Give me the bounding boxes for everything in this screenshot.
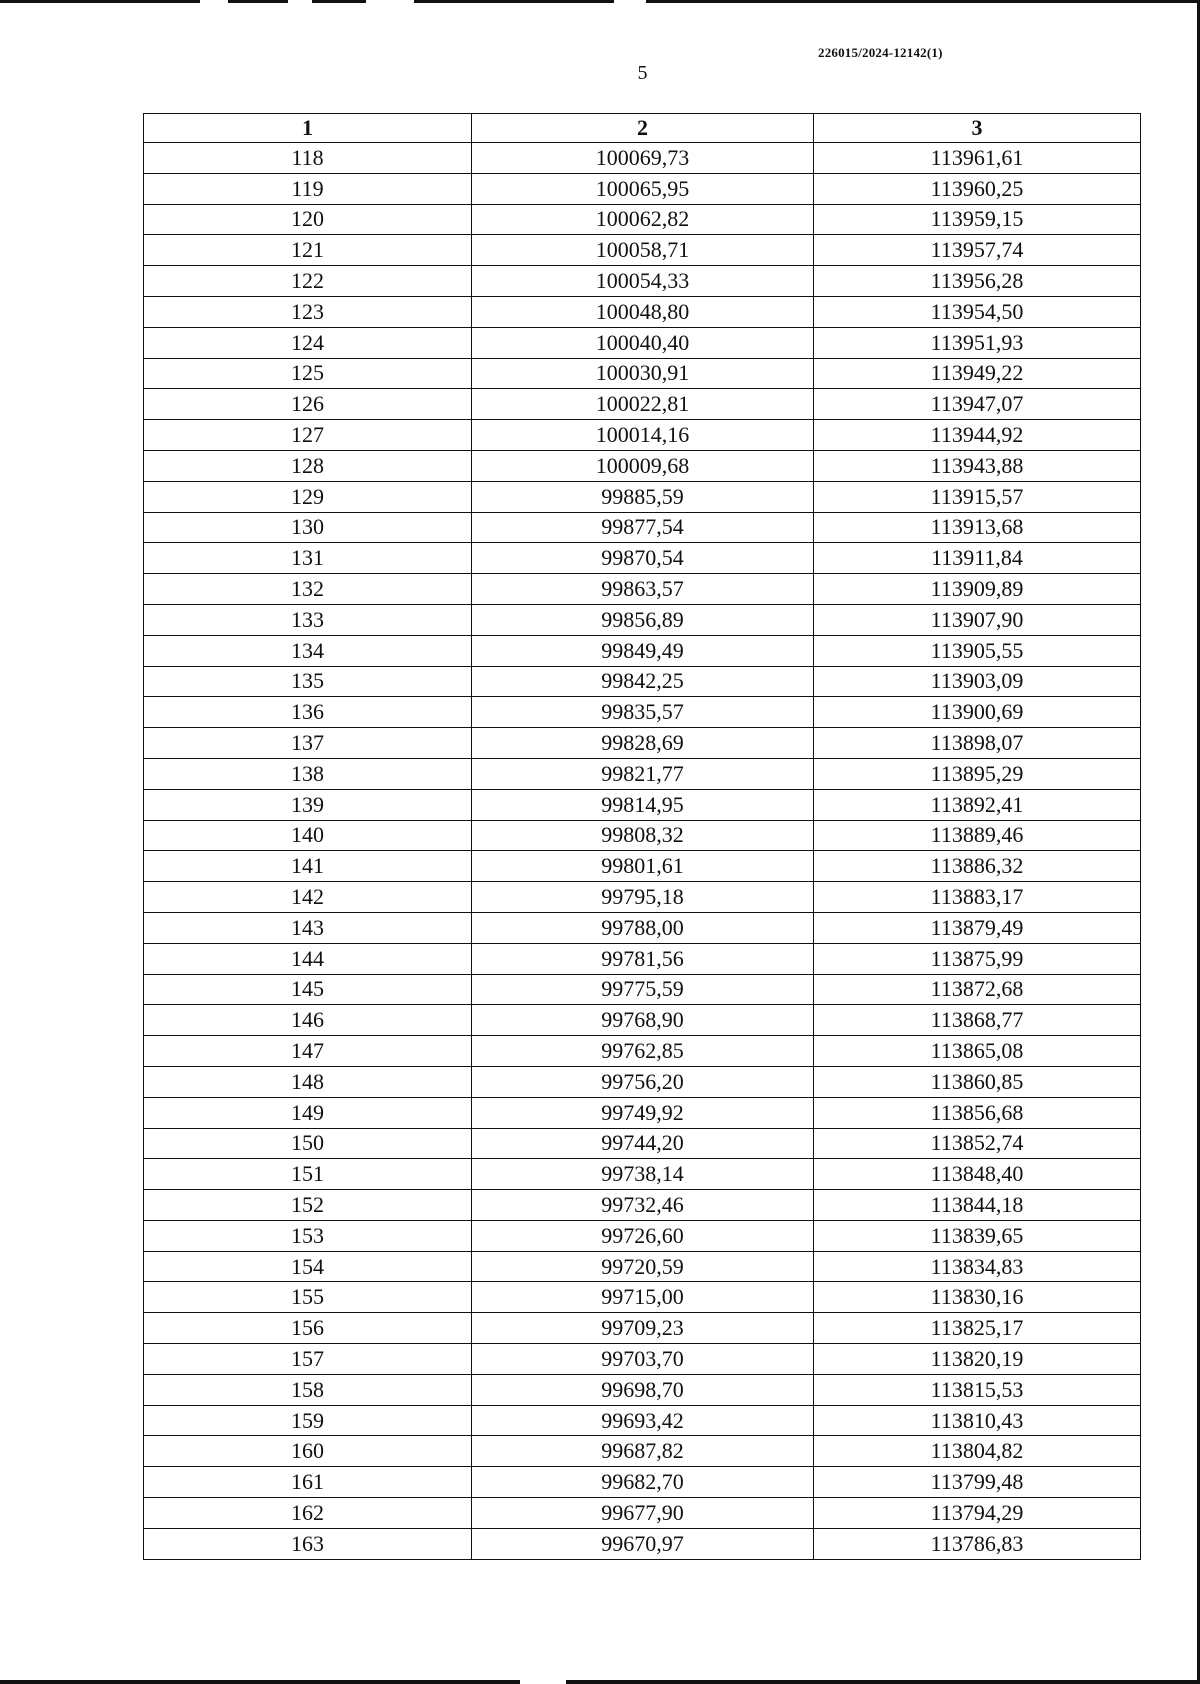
table-cell: 113915,57 bbox=[814, 481, 1141, 512]
column-header: 2 bbox=[472, 114, 814, 143]
table-row bbox=[144, 1374, 1141, 1405]
table-row bbox=[144, 635, 1141, 666]
table-cell: 99788,00 bbox=[472, 912, 814, 943]
table-cell: 154 bbox=[144, 1251, 472, 1282]
table-cell: 99726,60 bbox=[472, 1220, 814, 1251]
table-cell: 113875,99 bbox=[814, 943, 1141, 974]
table-row bbox=[144, 789, 1141, 820]
table-row bbox=[144, 882, 1141, 913]
table-cell: 138 bbox=[144, 758, 472, 789]
table-cell: 113903,09 bbox=[814, 666, 1141, 697]
table-row bbox=[144, 851, 1141, 882]
table-row bbox=[144, 1005, 1141, 1036]
table-cell: 113872,68 bbox=[814, 974, 1141, 1005]
table-cell: 121 bbox=[144, 235, 472, 266]
table-cell: 113844,18 bbox=[814, 1190, 1141, 1221]
table-row bbox=[144, 204, 1141, 235]
table-cell: 99703,70 bbox=[472, 1344, 814, 1375]
table-cell: 158 bbox=[144, 1374, 472, 1405]
table-cell: 99877,54 bbox=[472, 512, 814, 543]
table-cell: 113856,68 bbox=[814, 1097, 1141, 1128]
table-cell: 140 bbox=[144, 820, 472, 851]
table-row bbox=[144, 1066, 1141, 1097]
table-cell: 126 bbox=[144, 389, 472, 420]
table-cell: 100054,33 bbox=[472, 266, 814, 297]
table-cell: 99693,42 bbox=[472, 1405, 814, 1436]
table-row bbox=[144, 666, 1141, 697]
table-cell: 130 bbox=[144, 512, 472, 543]
table-header-row bbox=[144, 114, 1141, 143]
table-cell: 150 bbox=[144, 1128, 472, 1159]
table-row bbox=[144, 1159, 1141, 1190]
table-cell: 99821,77 bbox=[472, 758, 814, 789]
scan-border-bottom-right bbox=[566, 1680, 1200, 1684]
table-cell: 99709,23 bbox=[472, 1313, 814, 1344]
table-cell: 113886,32 bbox=[814, 851, 1141, 882]
table-cell: 99677,90 bbox=[472, 1498, 814, 1529]
table-cell: 99842,25 bbox=[472, 666, 814, 697]
table-cell: 113898,07 bbox=[814, 728, 1141, 759]
table-cell: 113839,65 bbox=[814, 1220, 1141, 1251]
table-row bbox=[144, 820, 1141, 851]
table-cell: 113852,74 bbox=[814, 1128, 1141, 1159]
table-cell: 99670,97 bbox=[472, 1528, 814, 1559]
table-cell: 113909,89 bbox=[814, 574, 1141, 605]
table-cell: 99762,85 bbox=[472, 1036, 814, 1067]
table-cell: 99738,14 bbox=[472, 1159, 814, 1190]
table-cell: 100058,71 bbox=[472, 235, 814, 266]
table-row bbox=[144, 143, 1141, 174]
column-header: 3 bbox=[814, 114, 1141, 143]
table-cell: 155 bbox=[144, 1282, 472, 1313]
table-cell: 99835,57 bbox=[472, 697, 814, 728]
table-cell: 157 bbox=[144, 1344, 472, 1375]
table-cell: 113868,77 bbox=[814, 1005, 1141, 1036]
table-cell: 123 bbox=[144, 296, 472, 327]
table-cell: 119 bbox=[144, 173, 472, 204]
column-header: 1 bbox=[144, 114, 472, 143]
table-row bbox=[144, 235, 1141, 266]
scan-border-top-left bbox=[0, 0, 200, 3]
table-cell: 156 bbox=[144, 1313, 472, 1344]
table-row bbox=[144, 1344, 1141, 1375]
table-cell: 100048,80 bbox=[472, 296, 814, 327]
table-cell: 160 bbox=[144, 1436, 472, 1467]
table-row bbox=[144, 1097, 1141, 1128]
scan-border-top-mid-3 bbox=[414, 0, 614, 3]
table-cell: 146 bbox=[144, 1005, 472, 1036]
table-cell: 113799,48 bbox=[814, 1467, 1141, 1498]
table-cell: 100009,68 bbox=[472, 450, 814, 481]
table-cell: 113943,88 bbox=[814, 450, 1141, 481]
table-row bbox=[144, 1313, 1141, 1344]
table-cell: 132 bbox=[144, 574, 472, 605]
table-cell: 99687,82 bbox=[472, 1436, 814, 1467]
table-cell: 100014,16 bbox=[472, 420, 814, 451]
table-cell: 152 bbox=[144, 1190, 472, 1221]
table-row bbox=[144, 450, 1141, 481]
table-cell: 127 bbox=[144, 420, 472, 451]
table-row bbox=[144, 358, 1141, 389]
table-row bbox=[144, 389, 1141, 420]
table-cell: 131 bbox=[144, 543, 472, 574]
table-row bbox=[144, 912, 1141, 943]
table-cell: 129 bbox=[144, 481, 472, 512]
table-cell: 100069,73 bbox=[472, 143, 814, 174]
table-cell: 136 bbox=[144, 697, 472, 728]
table-row bbox=[144, 1405, 1141, 1436]
table-row bbox=[144, 1036, 1141, 1067]
scan-border-top-mid-1 bbox=[228, 0, 288, 3]
table-cell: 113956,28 bbox=[814, 266, 1141, 297]
table-row bbox=[144, 697, 1141, 728]
table-cell: 113944,92 bbox=[814, 420, 1141, 451]
table-cell: 113883,17 bbox=[814, 882, 1141, 913]
scan-border-top-mid-2 bbox=[312, 0, 366, 3]
table-cell: 113959,15 bbox=[814, 204, 1141, 235]
table-row bbox=[144, 604, 1141, 635]
table-cell: 99795,18 bbox=[472, 882, 814, 913]
table-cell: 113860,85 bbox=[814, 1066, 1141, 1097]
scan-border-bottom-left bbox=[0, 1680, 520, 1684]
table-row bbox=[144, 574, 1141, 605]
table-cell: 99801,61 bbox=[472, 851, 814, 882]
table-cell: 99775,59 bbox=[472, 974, 814, 1005]
table-cell: 99885,59 bbox=[472, 481, 814, 512]
table-cell: 113865,08 bbox=[814, 1036, 1141, 1067]
table-cell: 99870,54 bbox=[472, 543, 814, 574]
table-cell: 142 bbox=[144, 882, 472, 913]
table-cell: 128 bbox=[144, 450, 472, 481]
table-row bbox=[144, 1128, 1141, 1159]
table-cell: 113895,29 bbox=[814, 758, 1141, 789]
table-cell: 99756,20 bbox=[472, 1066, 814, 1097]
table-row bbox=[144, 728, 1141, 759]
table-cell: 113830,16 bbox=[814, 1282, 1141, 1313]
table-cell: 113892,41 bbox=[814, 789, 1141, 820]
table-cell: 100022,81 bbox=[472, 389, 814, 420]
table-cell: 113834,83 bbox=[814, 1251, 1141, 1282]
table-cell: 113820,19 bbox=[814, 1344, 1141, 1375]
table-cell: 113947,07 bbox=[814, 389, 1141, 420]
table-cell: 133 bbox=[144, 604, 472, 635]
table-row bbox=[144, 327, 1141, 358]
table-cell: 113949,22 bbox=[814, 358, 1141, 389]
table-cell: 99715,00 bbox=[472, 1282, 814, 1313]
table-row bbox=[144, 1251, 1141, 1282]
table-cell: 99808,32 bbox=[472, 820, 814, 851]
table-cell: 151 bbox=[144, 1159, 472, 1190]
table-row bbox=[144, 543, 1141, 574]
table-cell: 99781,56 bbox=[472, 943, 814, 974]
table-cell: 137 bbox=[144, 728, 472, 759]
table-cell: 118 bbox=[144, 143, 472, 174]
coordinates-table bbox=[143, 113, 1141, 1560]
table-cell: 149 bbox=[144, 1097, 472, 1128]
table-cell: 113954,50 bbox=[814, 296, 1141, 327]
table-cell: 99732,46 bbox=[472, 1190, 814, 1221]
table-row bbox=[144, 1220, 1141, 1251]
table-cell: 113905,55 bbox=[814, 635, 1141, 666]
table-cell: 99768,90 bbox=[472, 1005, 814, 1036]
table-cell: 125 bbox=[144, 358, 472, 389]
table-cell: 135 bbox=[144, 666, 472, 697]
table-cell: 113900,69 bbox=[814, 697, 1141, 728]
table-cell: 113889,46 bbox=[814, 820, 1141, 851]
table-cell: 100030,91 bbox=[472, 358, 814, 389]
table-row bbox=[144, 1282, 1141, 1313]
table-cell: 153 bbox=[144, 1220, 472, 1251]
table-cell: 159 bbox=[144, 1405, 472, 1436]
table-cell: 113810,43 bbox=[814, 1405, 1141, 1436]
table-row bbox=[144, 974, 1141, 1005]
table-cell: 113911,84 bbox=[814, 543, 1141, 574]
table-cell: 113960,25 bbox=[814, 173, 1141, 204]
document-number: 226015/2024-12142(1) bbox=[818, 45, 943, 60]
table-row bbox=[144, 481, 1141, 512]
table-cell: 113957,74 bbox=[814, 235, 1141, 266]
table-cell: 113804,82 bbox=[814, 1436, 1141, 1467]
table-cell: 163 bbox=[144, 1528, 472, 1559]
table-cell: 113786,83 bbox=[814, 1528, 1141, 1559]
table-row bbox=[144, 1498, 1141, 1529]
table-cell: 99828,69 bbox=[472, 728, 814, 759]
table-cell: 143 bbox=[144, 912, 472, 943]
table-cell: 113907,90 bbox=[814, 604, 1141, 635]
table-cell: 113825,17 bbox=[814, 1313, 1141, 1344]
table-cell: 148 bbox=[144, 1066, 472, 1097]
table-cell: 99814,95 bbox=[472, 789, 814, 820]
table-row bbox=[144, 1467, 1141, 1498]
table-body bbox=[144, 143, 1141, 1560]
table-cell: 99749,92 bbox=[472, 1097, 814, 1128]
table-cell: 99849,49 bbox=[472, 635, 814, 666]
table-row bbox=[144, 173, 1141, 204]
table-cell: 161 bbox=[144, 1467, 472, 1498]
table-cell: 99863,57 bbox=[472, 574, 814, 605]
table-cell: 124 bbox=[144, 327, 472, 358]
table-cell: 139 bbox=[144, 789, 472, 820]
table-cell: 113879,49 bbox=[814, 912, 1141, 943]
table-cell: 145 bbox=[144, 974, 472, 1005]
table-row bbox=[144, 1190, 1141, 1221]
scan-border-top-right bbox=[646, 0, 1200, 3]
table-cell: 120 bbox=[144, 204, 472, 235]
table-cell: 113951,93 bbox=[814, 327, 1141, 358]
table-cell: 99744,20 bbox=[472, 1128, 814, 1159]
table-cell: 99698,70 bbox=[472, 1374, 814, 1405]
table-cell: 113794,29 bbox=[814, 1498, 1141, 1529]
table-row bbox=[144, 266, 1141, 297]
table-cell: 113961,61 bbox=[814, 143, 1141, 174]
table-cell: 144 bbox=[144, 943, 472, 974]
table-row bbox=[144, 420, 1141, 451]
table-row bbox=[144, 296, 1141, 327]
table-cell: 141 bbox=[144, 851, 472, 882]
table-cell: 113815,53 bbox=[814, 1374, 1141, 1405]
table-row bbox=[144, 1436, 1141, 1467]
table-cell: 99720,59 bbox=[472, 1251, 814, 1282]
table-cell: 113913,68 bbox=[814, 512, 1141, 543]
table-cell: 122 bbox=[144, 266, 472, 297]
table-cell: 134 bbox=[144, 635, 472, 666]
table-cell: 113848,40 bbox=[814, 1159, 1141, 1190]
table-cell: 100065,95 bbox=[472, 173, 814, 204]
table-cell: 100040,40 bbox=[472, 327, 814, 358]
table-row bbox=[144, 512, 1141, 543]
table-row bbox=[144, 758, 1141, 789]
table-cell: 100062,82 bbox=[472, 204, 814, 235]
page-number: 5 bbox=[637, 62, 648, 84]
table-row bbox=[144, 943, 1141, 974]
table-cell: 99682,70 bbox=[472, 1467, 814, 1498]
table-cell: 162 bbox=[144, 1498, 472, 1529]
table-cell: 147 bbox=[144, 1036, 472, 1067]
table-row bbox=[144, 1528, 1141, 1559]
table-cell: 99856,89 bbox=[472, 604, 814, 635]
